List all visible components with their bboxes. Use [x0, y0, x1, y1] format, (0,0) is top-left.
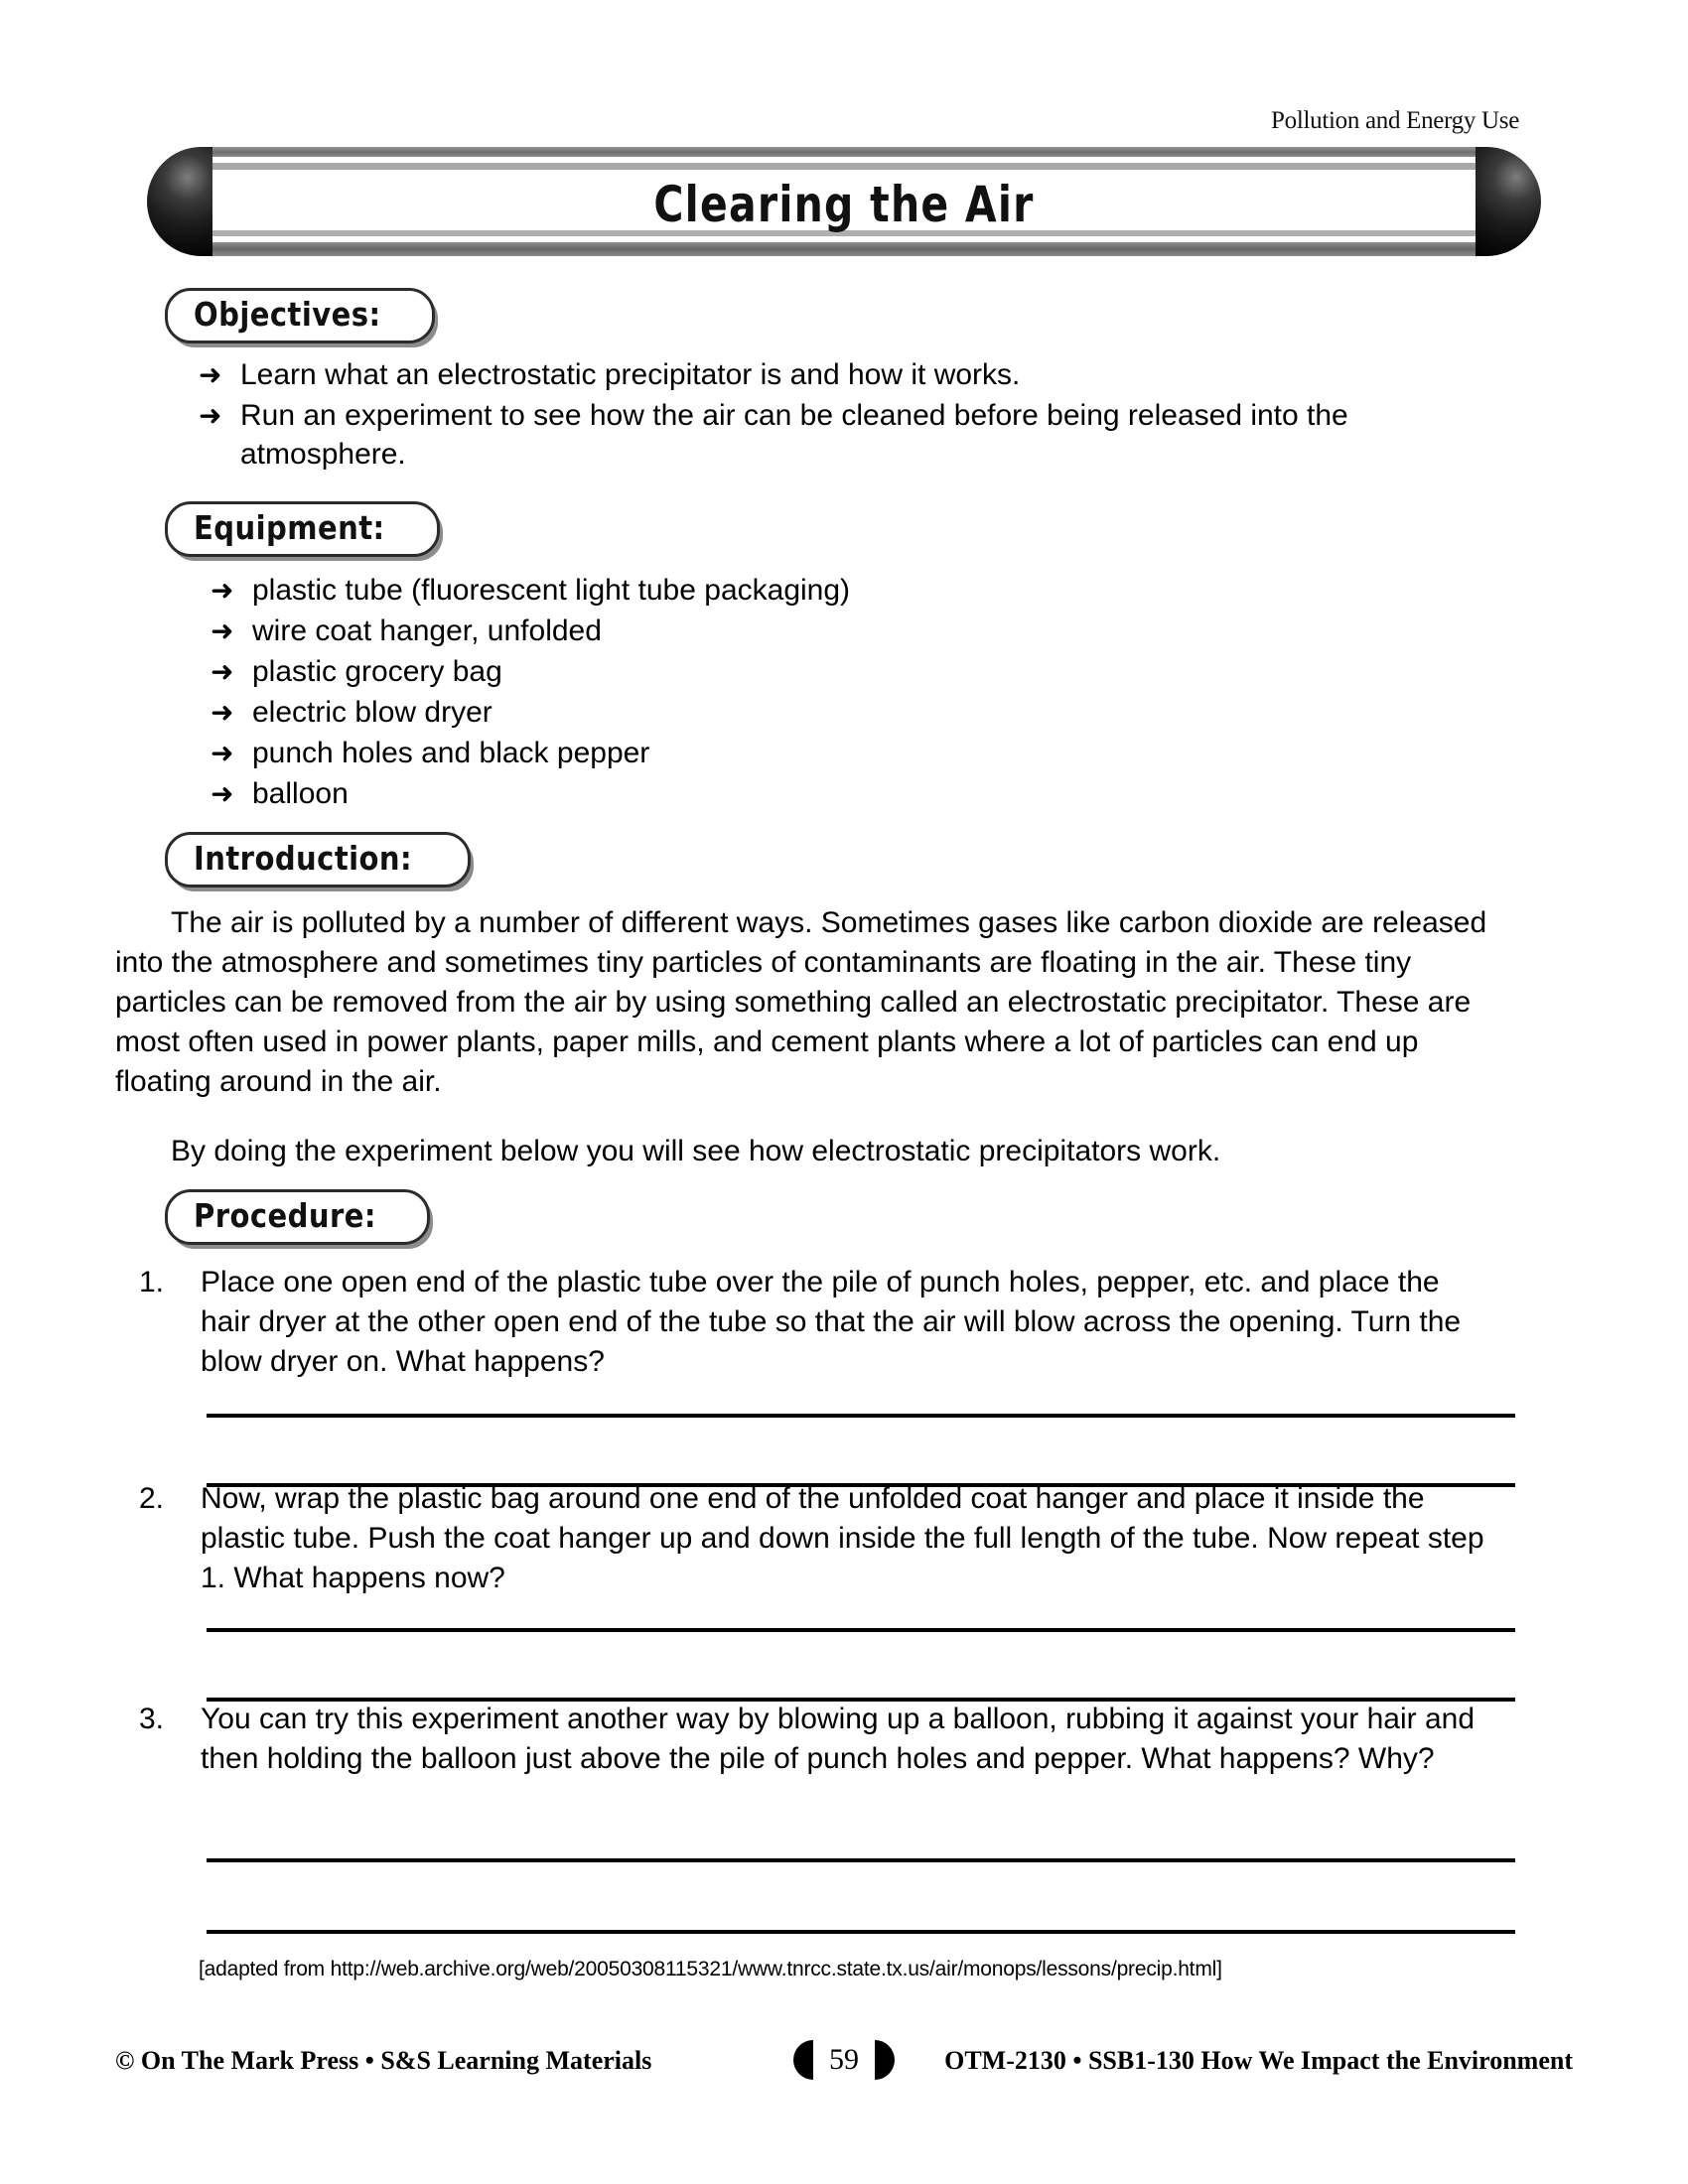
list-item: [211, 652, 1501, 691]
title-banner: [147, 147, 1541, 256]
objectives-list: [199, 355, 1519, 476]
procedure-step: [139, 1479, 1491, 1598]
answer-line[interactable]: [207, 1414, 1515, 1418]
answer-line[interactable]: [207, 1628, 1515, 1632]
section-heading-objectives: [165, 288, 435, 343]
arrow-bullet-icon: ➜: [211, 574, 234, 607]
arrow-bullet-icon: ➜: [199, 358, 222, 391]
arrow-bullet-icon: ➜: [211, 696, 234, 729]
procedure-step: [139, 1700, 1491, 1779]
step-text: You can try this experiment another way by blowing up a balloon, rubbing it against your hair and then holding the balloon just above the pile of punch holes and pepper. What happens? Why?: [201, 1703, 1476, 1775]
list-item: [199, 355, 1519, 394]
equipment-item-text: electric blow dryer: [252, 696, 492, 729]
banner-bar-top-light: [199, 163, 1489, 170]
answer-line[interactable]: [207, 1858, 1515, 1862]
banner-body: [199, 147, 1489, 256]
list-item: [211, 774, 1501, 813]
half-moon-left-icon: [793, 2040, 813, 2080]
section-heading-procedure: [165, 1189, 430, 1245]
objectives-label: Objectives:: [194, 295, 381, 334]
arrow-bullet-icon: ➜: [211, 655, 234, 688]
step-number: 1.: [139, 1266, 165, 1298]
equipment-item-text: plastic grocery bag: [252, 655, 502, 688]
list-item: [211, 693, 1501, 732]
footer-page-marker: [793, 2040, 895, 2080]
list-item: [211, 734, 1501, 772]
equipment-list: [211, 571, 1501, 815]
introduction-paragraph-1: The air is polluted by a number of different ways. Sometimes gases like carbon dioxide are released into the atmosphere and sometimes tiny particles of contaminants are floating in the air. These tiny particles can be removed from the air by using something called an electrostatic precipitator. These are most often used in power plants, paper mills, and cement plants where a lot of particles can end up floating around in the air.: [115, 906, 1487, 1098]
equipment-label: Equipment:: [194, 508, 385, 547]
section-heading-equipment: [165, 501, 440, 557]
answer-line[interactable]: [207, 1930, 1515, 1934]
step-text: Place one open end of the plastic tube over the pile of punch holes, pepper, etc. and place the hair dryer at the other open end of the tube so that the air will blow across the opening. Turn the blow dryer on. What happens?: [201, 1266, 1462, 1378]
earth-globe-icon-right: [1476, 147, 1541, 256]
objectives-item-text: Run an experiment to see how the air can be cleaned before being released into the atmosphere.: [240, 399, 1348, 471]
list-item: [211, 571, 1501, 610]
equipment-item-text: punch holes and black pepper: [252, 737, 650, 769]
step-number: 3.: [139, 1703, 165, 1735]
introduction-label: Introduction:: [194, 839, 413, 878]
page-footer: [0, 2040, 1688, 2088]
introduction-paragraph-2: By doing the experiment below you will see how electrostatic precipitators work.: [171, 1135, 1221, 1167]
footer-copyright: © On The Mark Press • S&S Learning Materials: [115, 2046, 652, 2075]
equipment-item-text: plastic tube (fluorescent light tube packaging): [252, 574, 851, 607]
banner-bar-top-dark: [199, 147, 1489, 157]
arrow-bullet-icon: ➜: [211, 737, 234, 769]
banner-bar-bottom-dark: [199, 242, 1489, 256]
footer-product-code: OTM-2130 • SSB1-130 How We Impact the Environment: [944, 2046, 1573, 2075]
page-number: 59: [829, 2043, 859, 2076]
arrow-bullet-icon: ➜: [211, 777, 234, 810]
half-moon-right-icon: [875, 2040, 895, 2080]
source-note: [adapted from http://web.archive.org/web/20050308115321/www.tnrcc.state.tx.us/air/monops/lessons/precip.html]: [199, 1958, 1222, 1980]
procedure-label: Procedure:: [194, 1196, 376, 1235]
procedure-step: [139, 1263, 1491, 1382]
running-head: Pollution and Energy Use: [1271, 107, 1519, 134]
list-item: [199, 396, 1519, 474]
earth-globe-icon-left: [147, 147, 212, 256]
page-title: Clearing the Air: [653, 176, 1035, 233]
step-number: 2.: [139, 1482, 165, 1515]
section-heading-introduction: [165, 832, 471, 887]
arrow-bullet-icon: ➜: [211, 614, 234, 647]
list-item: [211, 612, 1501, 650]
arrow-bullet-icon: ➜: [199, 399, 222, 432]
equipment-item-text: balloon: [252, 777, 349, 810]
objectives-item-text: Learn what an electrostatic precipitator is and how it works.: [240, 358, 1021, 391]
equipment-item-text: wire coat hanger, unfolded: [252, 614, 602, 647]
step-text: Now, wrap the plastic bag around one end of the unfolded coat hanger and place it inside the plastic tube. Push the coat hanger up and down inside the full length of the tube. Now repeat step 1. What happens now?: [201, 1482, 1484, 1594]
